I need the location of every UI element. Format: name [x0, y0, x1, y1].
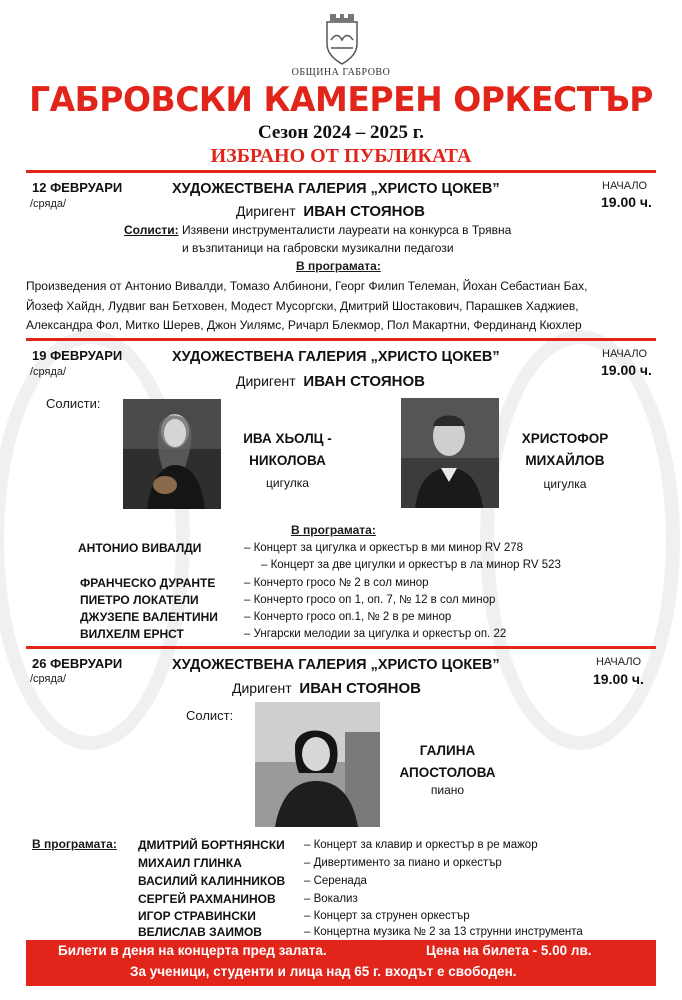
program-work: – Концерт за струнен оркестър [304, 910, 470, 922]
concert-date: 12 ФЕВРУАРИ [32, 180, 123, 195]
portrait-icon [255, 702, 380, 827]
program-label: В програмата: [32, 837, 117, 851]
municipality-crest-icon [323, 10, 361, 66]
program-composer: ВЕЛИСЛАВ ЗАИМОВ [138, 925, 262, 939]
concert-venue: ХУДОЖЕСТВЕНА ГАЛЕРИЯ „ХРИСТО ЦОКЕВ” [172, 657, 500, 673]
conductor-name: ИВАН СТОЯНОВ [299, 680, 421, 697]
soloist-name-line: АПОСТОЛОВА [399, 765, 496, 780]
program-work: – Концерт за две цигулки и оркестър в ла минор RV 523 [261, 559, 561, 571]
soloist-instrument: пиано [430, 783, 465, 797]
free-entry-text: За ученици, студенти и лица над 65 г. входът е свободен. [130, 964, 517, 979]
concert-date: 26 ФЕВРУАРИ [32, 656, 123, 671]
section-divider [26, 338, 656, 341]
start-label: НАЧАЛО [596, 656, 642, 668]
program-composer: ПИЕТРО ЛОКАТЕЛИ [80, 593, 199, 607]
soloist-name [505, 428, 625, 472]
program-work: – Вокализ [304, 893, 358, 905]
conductor-line [236, 203, 425, 220]
soloist-instrument: цигулка [543, 477, 587, 491]
program-composer: ДЖУЗЕПЕ ВАЛЕНТИНИ [80, 610, 218, 624]
poster-title: ГАБРОВСКИ КАМЕРЕН ОРКЕСТЪР [29, 80, 653, 120]
season-label: Сезон 2024 – 2025 г. [257, 122, 425, 143]
conductor-line [232, 680, 421, 697]
start-time: 19.00 ч. [601, 194, 652, 210]
program-composer: СЕРГЕЙ РАХМАНИНОВ [138, 892, 276, 906]
concert-weekday: /сряда/ [30, 673, 67, 685]
program-composer: АНТОНИО ВИВАЛДИ [78, 541, 202, 555]
program-composer: ВАСИЛИЙ КАЛИННИКОВ [138, 874, 286, 888]
program-work: – Концертна музика № 2 за 13 струнни инструмента [304, 926, 583, 938]
program-composer: ФРАНЧЕСКО ДУРАНТЕ [80, 576, 216, 590]
soloist-name [385, 740, 510, 784]
soloist-name-line: ГАЛИНА [419, 743, 476, 758]
soloists-label: Солисти: [46, 396, 101, 411]
conductor-label: Диригент [232, 680, 292, 696]
soloists-line-2: и възпитаници на габровски музикални педагози [182, 241, 454, 255]
soloists-label: Солисти: [124, 223, 179, 237]
concert-date: 19 ФЕВРУАРИ [32, 348, 123, 363]
soloist-instrument: цигулка [266, 476, 309, 490]
soloist-name-line: ХРИСТОФОР [521, 431, 609, 446]
municipality-label: ОБЩИНА ГАБРОВО [291, 67, 391, 78]
program-label: В програмата: [296, 259, 381, 273]
program-label: В програмата: [291, 523, 376, 537]
program-work: – Концерт за цигулка и оркестър в ми минор RV 278 [244, 542, 524, 554]
conductor-label: Диригент [236, 203, 296, 219]
start-time: 19.00 ч. [601, 362, 652, 378]
conductor-label: Диригент [236, 373, 296, 389]
portrait-icon [401, 398, 499, 508]
program-line: Александра Фол, Митко Шерев, Джон Уилямс, Ричарл Блекмор, Пол Макартни, Фердинанд Кюхлер [26, 318, 582, 332]
concert-venue: ХУДОЖЕСТВЕНА ГАЛЕРИЯ „ХРИСТО ЦОКЕВ” [172, 349, 500, 365]
program-work: – Дивертименто за пиано и оркестър [304, 857, 502, 869]
watermark-circle [0, 330, 190, 750]
program-composer: МИХАИЛ ГЛИНКА [138, 856, 242, 870]
soloist-photo [401, 398, 499, 508]
soloist-name-line: НИКОЛОВА [249, 453, 326, 468]
section-divider [26, 170, 656, 173]
program-work: – Концерт за клавир и оркестър в ре мажор [304, 839, 538, 851]
program-work: – Кончерто гросо № 2 в сол минор [244, 577, 429, 589]
start-label: НАЧАЛО [602, 348, 648, 360]
conductor-name: ИВАН СТОЯНОВ [303, 373, 425, 390]
start-time: 19.00 ч. [593, 671, 644, 687]
soloist-name [230, 428, 345, 472]
soloist-photo [123, 399, 221, 509]
concert-venue: ХУДОЖЕСТВЕНА ГАЛЕРИЯ „ХРИСТО ЦОКЕВ” [172, 181, 500, 197]
start-label: НАЧАЛО [602, 180, 648, 192]
program-work: – Кончерто гросо оп 1, оп. 7, № 12 в сол минор [244, 594, 496, 606]
soloists-text: Изявени инструменталисти лауреати на конкурса в Трявна [181, 223, 512, 237]
soloist-name-line: ИВА ХЬОЛЦ - [243, 431, 332, 446]
program-composer: ДМИТРИЙ БОРТНЯНСКИ [138, 838, 285, 852]
concert-weekday: /сряда/ [30, 366, 67, 378]
watermark-circle [480, 330, 680, 750]
program-composer: ВИЛХЕЛМ ЕРНСТ [80, 627, 184, 641]
program-line: Йозеф Хайдн, Лудвиг ван Бетховен, Модест Мусоргски, Дмитрий Шостакович, Парашкев Хаджиев, [26, 299, 579, 313]
concert-weekday: /сряда/ [30, 198, 67, 210]
conductor-line [236, 373, 425, 390]
ticket-price: Цена на билета - 5.00 лв. [426, 943, 592, 958]
portrait-icon [123, 399, 221, 509]
program-work: – Серенада [304, 875, 367, 887]
conductor-name: ИВАН СТОЯНОВ [303, 203, 425, 220]
poster-subtitle: ИЗБРАНО ОТ ПУБЛИКАТА [210, 145, 472, 167]
section-divider [26, 646, 656, 649]
program-line: Произведения от Антонио Вивалди, Томазо Албинони, Георг Филип Телеман, Йохан Себастиан Бах, [26, 279, 588, 293]
soloists-line-1 [124, 223, 511, 237]
program-work: – Кончерто гросо оп.1, № 2 в ре минор [244, 611, 452, 623]
soloist-label: Солист: [186, 708, 234, 723]
ticket-info-banner [26, 940, 656, 986]
soloist-photo [255, 702, 380, 827]
program-work: – Унгарски мелодии за цигулка и оркестър оп. 22 [244, 628, 507, 640]
soloist-name-line: МИХАЙЛОВ [525, 453, 605, 468]
program-composer: ИГОР СТРАВИНСКИ [138, 909, 256, 923]
tickets-text: Билети в деня на концерта пред залата. [58, 943, 327, 958]
